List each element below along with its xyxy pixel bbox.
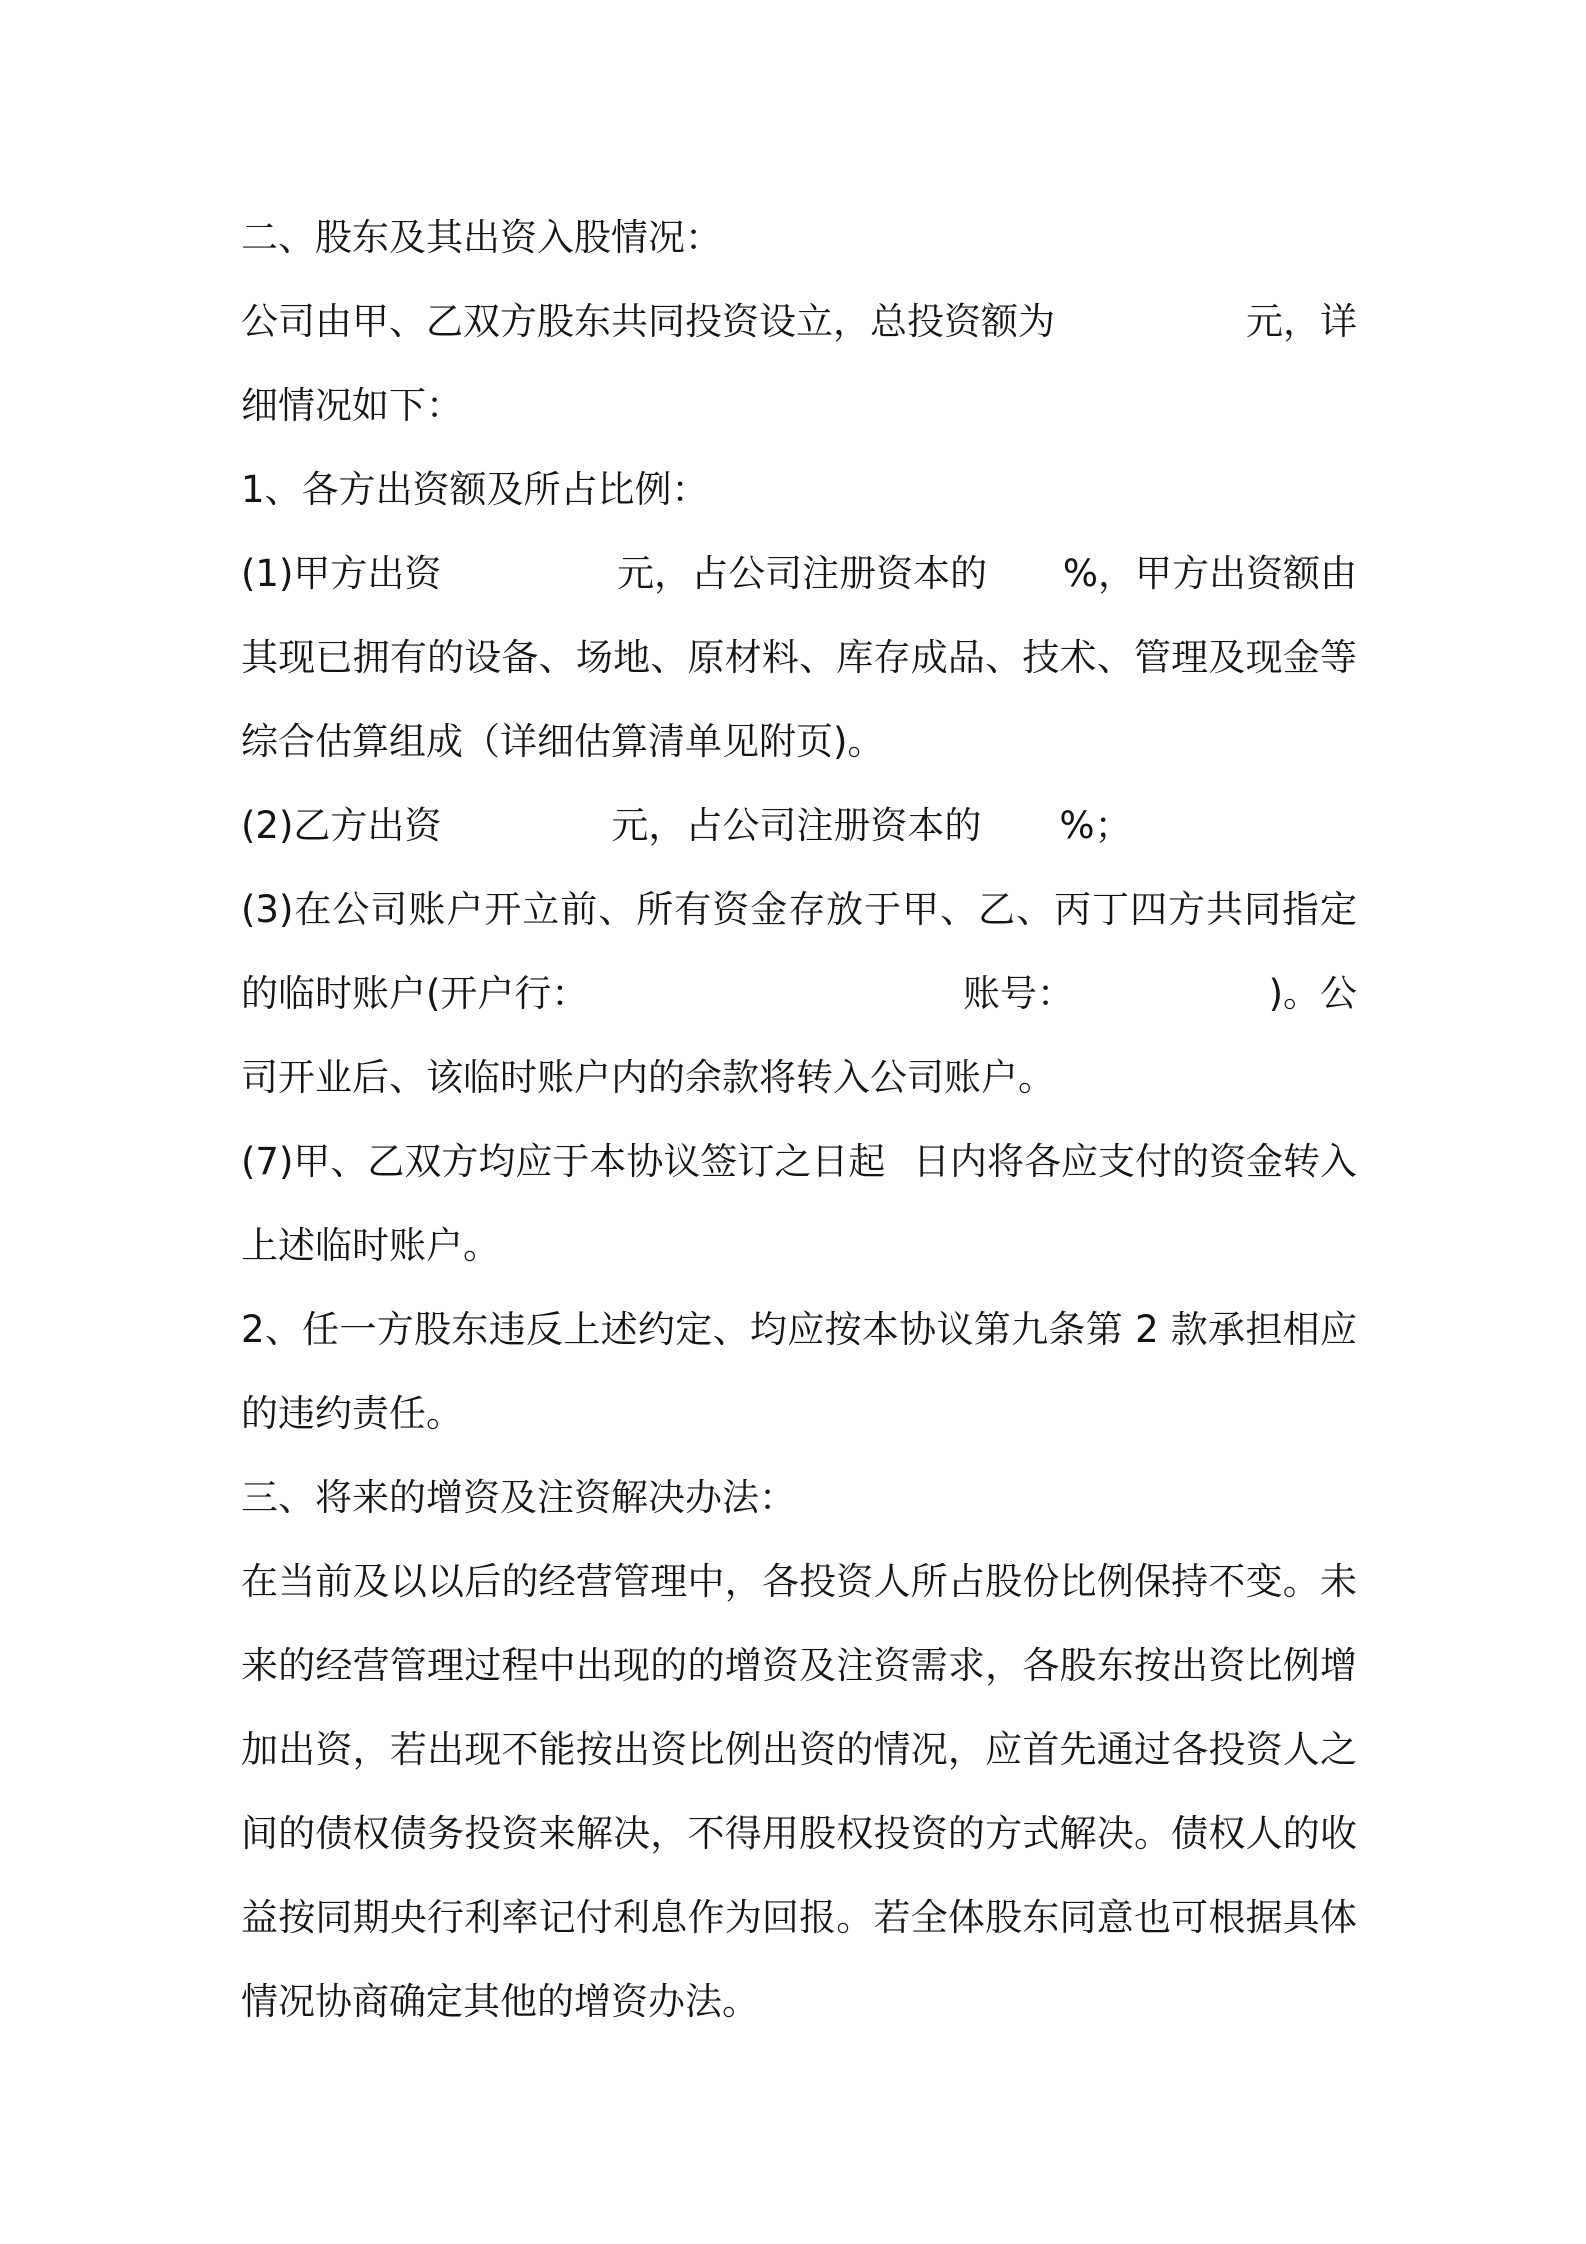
party-a-line-1 bbox=[241, 532, 1357, 616]
party-b-share-text: 元，占公司注册资本的 bbox=[611, 804, 982, 847]
intro-line-1 bbox=[241, 280, 1357, 364]
intro-text-before-blank: 公司由甲、乙双方股东共同投资设立，总投资额为 bbox=[241, 300, 1055, 343]
party-b-percent-text: %； bbox=[1059, 804, 1132, 847]
bank-label: 的临时账户(开户行： bbox=[241, 972, 589, 1015]
party-a-label: (1)甲方出资 bbox=[241, 552, 442, 595]
document-body bbox=[241, 196, 1357, 2044]
section-3-line-1: 在当前及以以后的经营管理中，各投资人所占股份比例保持不变。未 bbox=[241, 1560, 1357, 1603]
party-a-percent-text: %，甲方出资额由 bbox=[1062, 552, 1357, 595]
account-text-end: )。公 bbox=[1268, 972, 1357, 1015]
party-a-line-3: 综合估算组成（详细估算清单见附页)。 bbox=[241, 720, 885, 763]
payment-deadline-text: (7)甲、乙双方均应于本协议签订之日起 bbox=[241, 1140, 886, 1183]
item-2-line-2: 的违约责任。 bbox=[241, 1392, 463, 1435]
section-3-heading: 三、将来的增资及注资解决办法： bbox=[241, 1476, 796, 1519]
intro-line-2: 细情况如下： bbox=[241, 384, 463, 427]
section-2-heading: 二、股东及其出资入股情况： bbox=[241, 216, 722, 259]
account-number-label: 账号： bbox=[963, 972, 1074, 1015]
section-3-line-5: 益按同期央行利率记付利息作为回报。若全体股东同意也可根据具体 bbox=[241, 1896, 1357, 1939]
party-a-share-text: 元，占公司注册资本的 bbox=[617, 552, 988, 595]
item-2-line-1: 2、任一方股东违反上述约定、均应按本协议第九条第 2 款承担相应 bbox=[241, 1308, 1357, 1351]
party-b-line-1 bbox=[241, 784, 1357, 868]
temp-account-line-1: (3)在公司账户开立前、所有资金存放于甲、乙、丙丁四方共同指定 bbox=[241, 888, 1357, 931]
item-1-heading: 1、各方出资额及所占比例： bbox=[241, 468, 709, 511]
section-3-line-2: 来的经营管理过程中出现的的增资及注资需求，各股东按出资比例增 bbox=[241, 1644, 1357, 1687]
section-3-line-6: 情况协商确定其他的增资办法。 bbox=[241, 1980, 759, 2023]
payment-deadline-line-2: 上述临时账户。 bbox=[241, 1224, 500, 1267]
intro-text-after-blank: 元，详 bbox=[1246, 300, 1357, 343]
section-3-line-4: 间的债权债务投资来解决，不得用股权投资的方式解决。债权人的收 bbox=[241, 1812, 1357, 1855]
party-a-line-2: 其现已拥有的设备、场地、原材料、库存成品、技术、管理及现金等 bbox=[241, 636, 1357, 679]
temp-account-line-3: 司开业后、该临时账户内的余款将转入公司账户。 bbox=[241, 1056, 1055, 1099]
party-b-label: (2)乙方出资 bbox=[241, 804, 442, 847]
payment-deadline-line-1 bbox=[241, 1120, 1357, 1204]
section-3-line-3: 加出资，若出现不能按出资比例出资的情况，应首先通过各投资人之 bbox=[241, 1728, 1357, 1771]
payment-deadline-text-end: 日内将各应支付的资金转入 bbox=[913, 1140, 1357, 1183]
temp-account-line-2 bbox=[241, 952, 1357, 1036]
